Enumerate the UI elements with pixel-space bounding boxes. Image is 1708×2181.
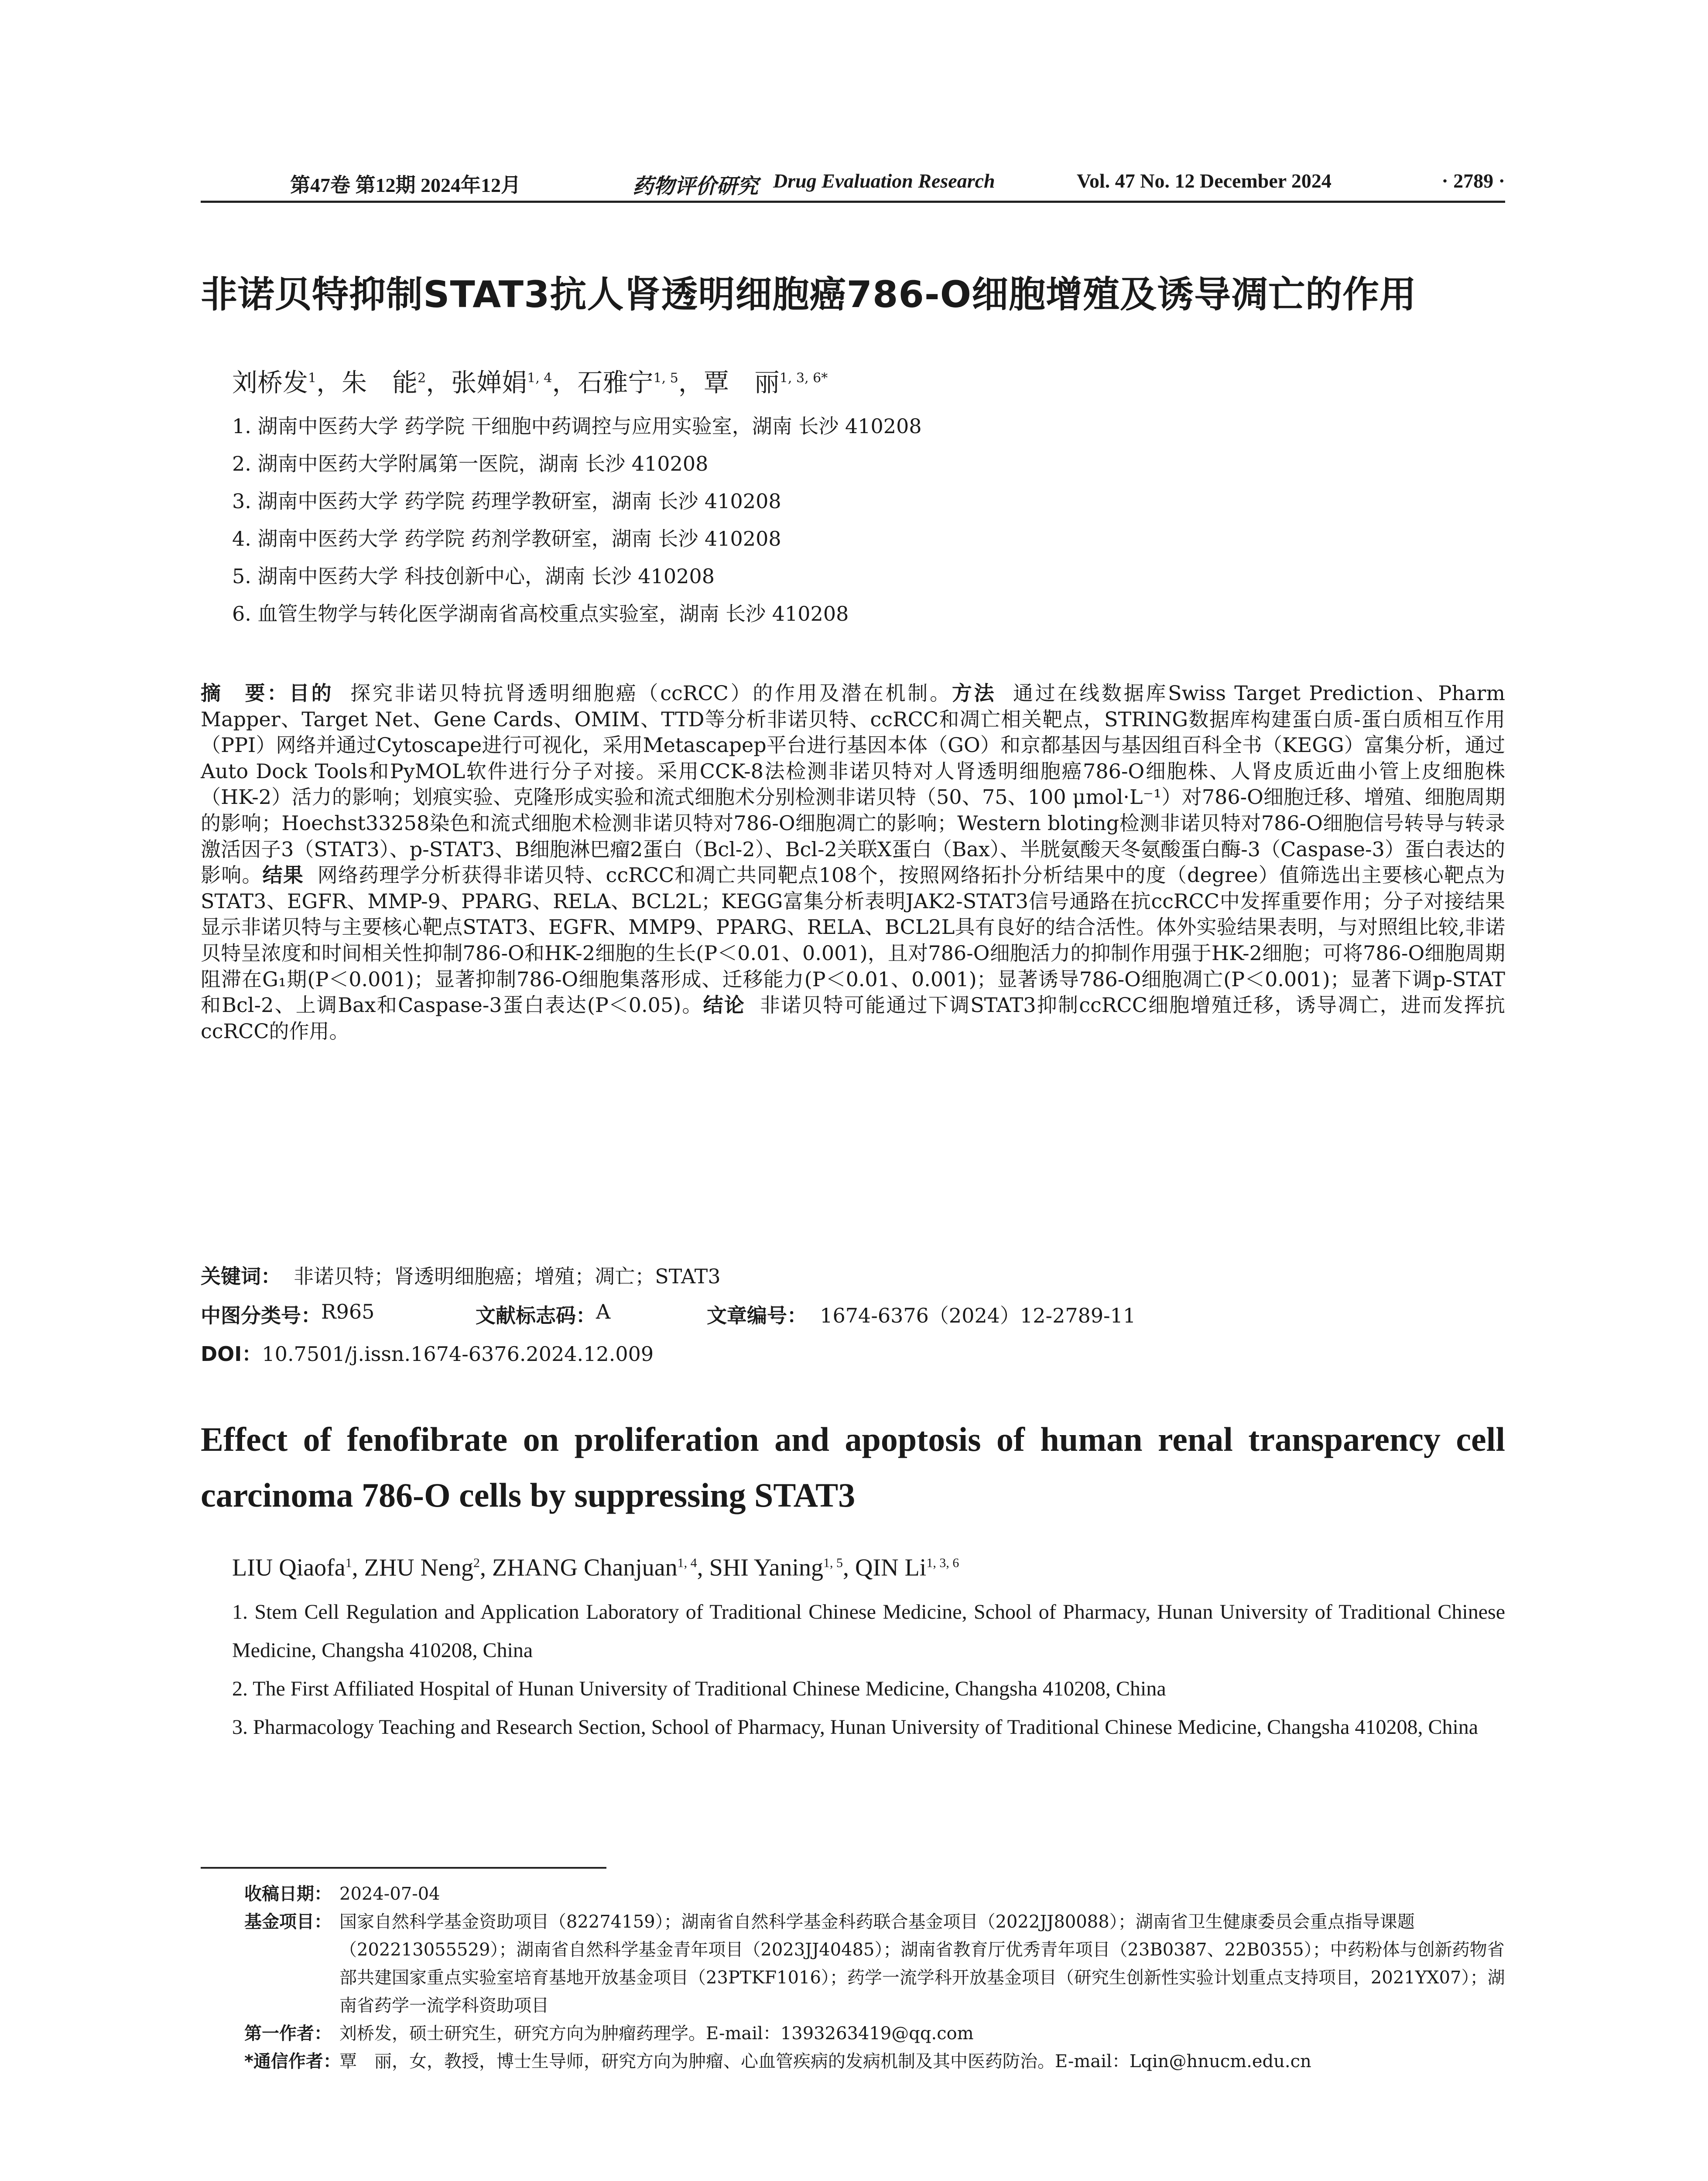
affiliation-cn: 6. 血管生物学与转化医学湖南省高校重点实验室，湖南 长沙 410208	[232, 602, 849, 626]
doi-label: DOI：	[201, 1342, 262, 1366]
doi-line	[201, 1338, 654, 1367]
doc-label: 文献标志码：	[476, 1304, 596, 1327]
corresponding-text: 覃 丽，女，教授，博士生导师，研究方向为肿瘤、心血管疾病的发病机制及其中医药防治。E-mail：Lqin@hnucm.edu.cn	[339, 2051, 1311, 2072]
footnote-first-author	[244, 2020, 1505, 2048]
methods-text: 通过在线数据库Swiss Target Prediction、Pharm Mapper、Target Net、Gene Cards、OMIM、TTD等分析非诺贝特、ccRCC和凋亡相关靶点，STRING数据库构建蛋白质-蛋白质相互作用（PPI）网络并通过Cytoscape进行可视化，采用Metascapep平台进行基因本体（GO）和京都基因与基因组百科全书（KEGG）富集分析，通过Auto Dock Tools和PyMOL软件进行分子对接。采用CCK-8法检测非诺贝特对人肾透明细胞癌786-O细胞株、人肾皮质近曲小管上皮细胞株（HK-2）活力的影响；划痕实验、克隆形成实验和流式细胞术分别检测非诺贝特（50、75、100 μmol·L⁻¹）对786-O细胞迁移、增殖、细胞周期的影响；Hoechst33258染色和流式细胞术检测非诺贝特对786-O细胞凋亡的影响；Western bloting检测非诺贝特对786-O细胞信号转导与转录激活因子3（STAT3）、p-STAT3、B细胞淋巴瘤2蛋白（Bcl-2）、Bcl-2关联X蛋白（Bax）、半胱氨酸天冬氨酸蛋白酶-3（Caspase-3）蛋白表达的影响。	[201, 681, 1506, 887]
first-author-text: 刘桥发，硕士研究生，研究方向为肿瘤药理学。E-mail：1393263419@qq.com	[339, 2024, 974, 2044]
affiliations-en	[232, 1593, 1505, 1747]
author-name: 石雅宁	[577, 368, 654, 397]
author-sup-en: 1, 5	[823, 1555, 843, 1570]
journal-name-en: Drug Evaluation Research	[773, 170, 995, 192]
clc-label: 中图分类号：	[201, 1304, 321, 1327]
author-sup-en: 1, 4	[677, 1555, 697, 1570]
running-header	[201, 169, 1505, 198]
title-cn: 非诺贝特抑制STAT3抗人肾透明细胞癌786-O细胞增殖及诱导凋亡的作用	[201, 273, 1417, 316]
footnote-rule	[201, 1867, 606, 1869]
affiliation-cn: 5. 湖南中医药大学 科技创新中心，湖南 长沙 410208	[232, 564, 715, 588]
doc-value: A	[596, 1300, 611, 1323]
author-name-en: LIU Qiaofa	[232, 1554, 346, 1581]
keywords-value: 非诺贝特；肾透明细胞癌；增殖；凋亡；STAT3	[294, 1265, 721, 1288]
results-text: 网络药理学分析获得非诺贝特、ccRCC和凋亡共同靶点108个，按照网络拓扑分析结果中的度（degree）值筛选出主要核心靶点为STAT3、EGFR、MMP-9、PPARG、RELA、BCL2L；KEGG富集分析表明JAK2-STAT3信号通路在抗ccRCC中发挥重要作用；分子对接结果显示非诺贝特与主要核心靶点STAT3、EGFR、MMP9、PPARG、RELA、BCL2L具有良好的结合活性。体外实验结果表明，与对照组比较,非诺贝特呈浓度和时间相关性抑制786-O和HK-2细胞的生长(P＜0.01、0.001)，且对786-O细胞活力的抑制作用强于HK-2细胞；可将786-O细胞周期阻滞在G₁期(P＜0.001)；显著抑制786-O细胞集落形成、迁移能力(P＜0.01、0.001)；显著诱导786-O细胞凋亡(P＜0.001)；显著下调p-STAT和Bcl-2、上调Bax和Caspase-3蛋白表达(P＜0.05)。	[201, 863, 1506, 1017]
article-number-label: 文章编号：	[707, 1304, 807, 1327]
footnote-corresponding	[244, 2048, 1505, 2075]
author-name: 覃 丽	[703, 368, 780, 397]
corresponding-label: *通信作者：	[244, 2051, 341, 2072]
received-label: 收稿日期：	[244, 1884, 332, 1904]
author-sup-en: 1, 3, 6	[926, 1555, 959, 1570]
authors-en: LIU Qiaofa$^1$, ZHU Neng$^2$, ZHANG Chanjuan$^{1, 4}$, SHI Yaning$^{1, 5}$, QIN Li$^{1, 3, 6}$	[232, 1554, 959, 1581]
title-en: Effect of fenofibrate on proliferation and apoptosis of human renal transparency cell carcinoma 786-O cells by suppressing STAT3	[201, 1420, 1505, 1514]
footnotes	[244, 1880, 1505, 2075]
affiliations-cn	[232, 407, 922, 632]
received-date: 2024-07-04	[339, 1884, 440, 1904]
author-name-en: SHI Yaning	[709, 1554, 824, 1581]
author-name-en: QIN Li	[855, 1554, 927, 1581]
affiliation-cn: 3. 湖南中医药大学 药学院 药理学教研室，湖南 长沙 410208	[232, 489, 781, 513]
header-rule	[201, 201, 1505, 203]
author-sup: 1, 5	[653, 370, 678, 386]
author-sup: 1	[308, 370, 317, 386]
first-author-label: 第一作者：	[244, 2024, 332, 2044]
affiliation-cn: 2. 湖南中医药大学附属第一医院，湖南 长沙 410208	[232, 452, 709, 475]
author-sup: 2	[418, 370, 426, 386]
author-name: 张婵娟	[451, 368, 527, 397]
clc-value: R965	[321, 1300, 375, 1323]
doi-value: 10.7501/j.issn.1674-6376.2024.12.009	[262, 1342, 654, 1366]
author-sup-en: 1	[345, 1555, 352, 1570]
results-label: 结果	[262, 863, 304, 887]
journal-logo: 药物评价研究	[633, 174, 759, 198]
author-name-en: ZHANG Chanjuan	[492, 1554, 678, 1581]
author-sup-en: 2	[473, 1555, 480, 1570]
affiliation-en: 2. The First Affiliated Hospital of Hunan University of Traditional Chinese Medicine, Changsha 410208, China	[232, 1677, 1166, 1700]
objective-text: 探究非诺贝特抗肾透明细胞癌（ccRCC）的作用及潜在机制。	[350, 681, 952, 705]
author-name-en: ZHU Neng	[364, 1554, 474, 1581]
footnote-fund	[244, 1908, 1505, 2020]
affiliation-en: 1. Stem Cell Regulation and Application Laboratory of Traditional Chinese Medicine, School of Pharmacy, Hunan University of Traditional Chinese Medicine, Changsha 410208, China	[232, 1600, 1505, 1662]
affiliation-cn: 1. 湖南中医药大学 药学院 干细胞中药调控与应用实验室，湖南 长沙 410208	[232, 414, 922, 438]
methods-label: 方法	[952, 681, 996, 705]
keywords-label: 关键词：	[201, 1265, 281, 1288]
authors-cn: 刘桥发$^1$，朱 能$^2$，张婵娟$^{1, 4}$，石雅宁$^{1, 5}$，覃 丽$^{1, 3, 6*}$	[232, 368, 828, 397]
author-name: 朱 能	[342, 368, 418, 397]
conclusion-label: 结论	[703, 993, 746, 1017]
conclusion-text: 非诺贝特可能通过下调STAT3抑制ccRCC细胞增殖迁移，诱导凋亡，进而发挥抗ccRCC的作用。	[201, 993, 1506, 1043]
article-number-value: 1674-6376（2024）12-2789-11	[820, 1304, 1136, 1327]
objective-label: 目的	[289, 681, 334, 705]
abstract	[201, 680, 1505, 1044]
issue-cn: 第47卷 第12期 2024年12月	[290, 174, 521, 196]
volume-en: Vol. 47 No. 12 December 2024	[1077, 170, 1331, 192]
affiliation-cn: 4. 湖南中医药大学 药学院 药剂学教研室，湖南 长沙 410208	[232, 527, 781, 550]
fund-label: 基金项目：	[244, 1912, 332, 1932]
fund-text: 国家自然科学基金资助项目（82274159）；湖南省自然科学基金科药联合基金项目（2022JJ80088）；湖南省卫生健康委员会重点指导课题（202213055529）；湖南省自然科学基金青年项目（2023JJ40485）；湖南省教育厅优秀青年项目（23B0387、22B0355）；中药粉体与创新药物省部共建国家重点实验室培育基地开放基金项目（23PTKF1016）；药学一流学科开放基金项目（研究生创新性实验计划重点支持项目，2021YX07）；湖南省药学一流学科资助项目	[339, 1912, 1505, 2016]
keywords	[201, 1261, 721, 1289]
footnote-received	[244, 1880, 1505, 1908]
author-name: 刘桥发	[232, 368, 308, 397]
abstract-label: 摘 要：	[201, 681, 289, 705]
author-sup: 1, 4	[527, 370, 552, 386]
page-number: · 2789 ·	[1441, 170, 1505, 192]
affiliation-en: 3. Pharmacology Teaching and Research Section, School of Pharmacy, Hunan University of Traditional Chinese Medicine, Changsha 410208, China	[232, 1716, 1479, 1739]
author-sup: 1, 3, 6*	[779, 370, 828, 386]
